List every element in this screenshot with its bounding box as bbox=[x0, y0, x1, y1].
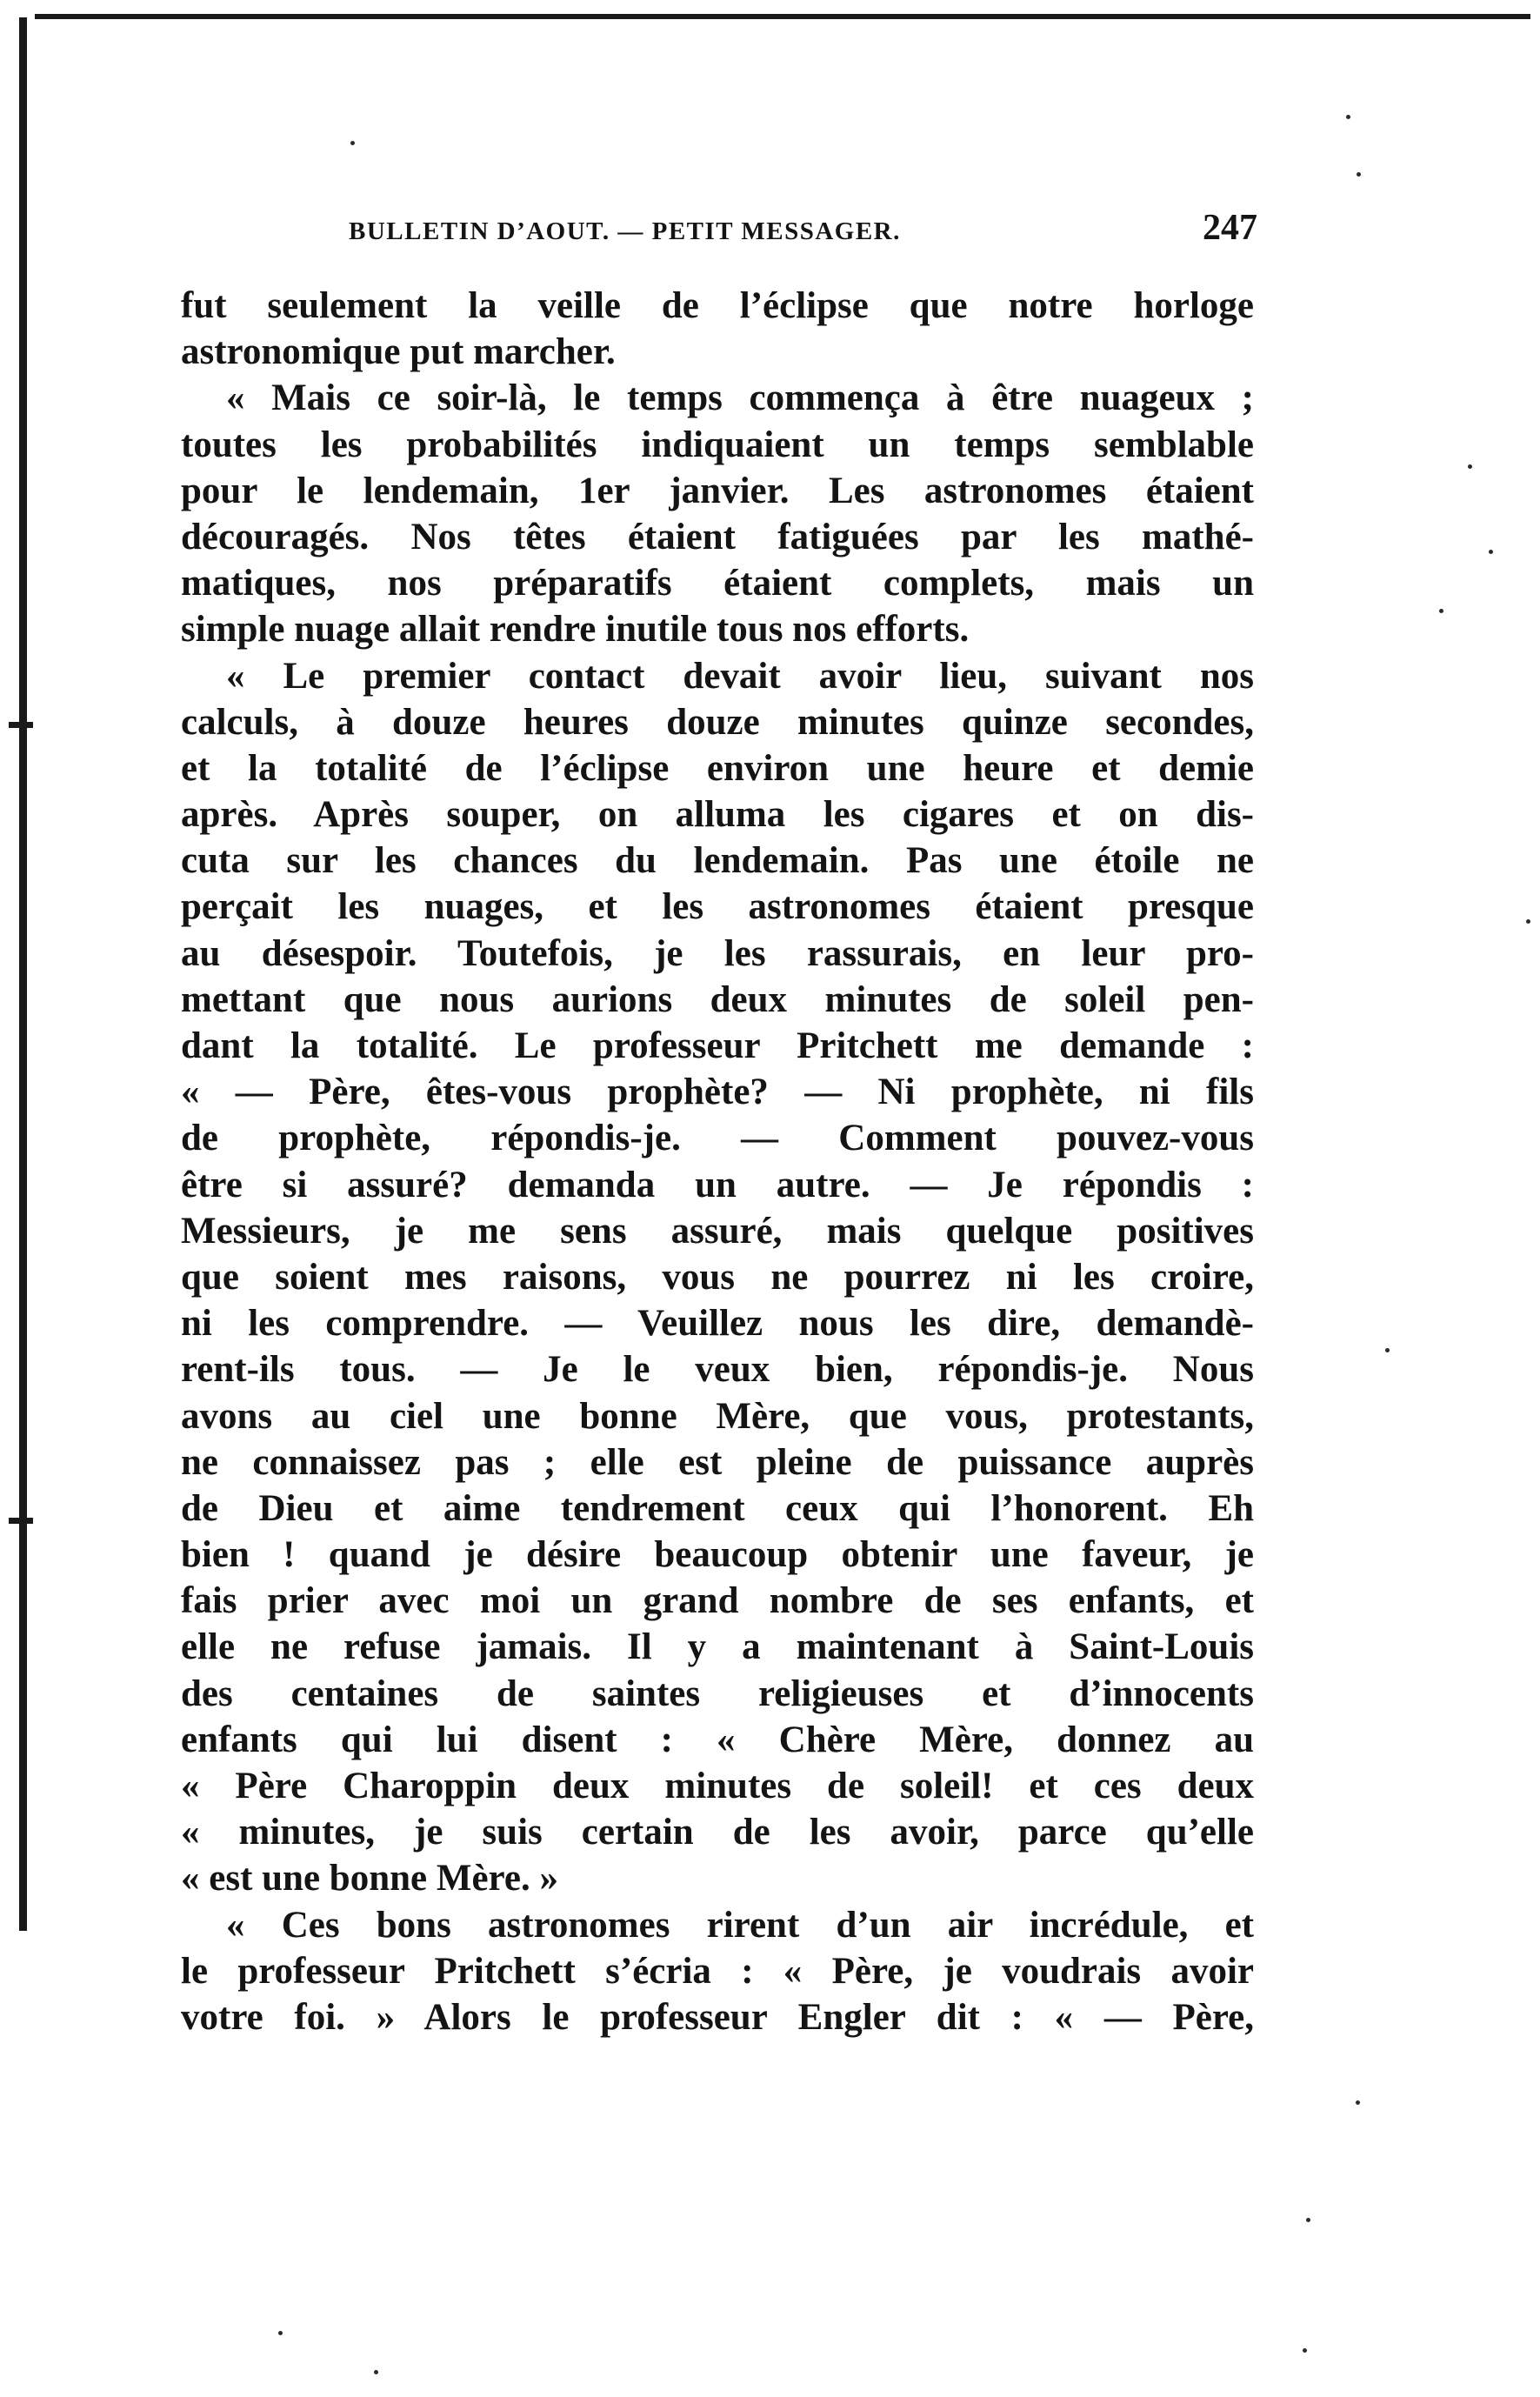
scan-speck bbox=[1385, 1348, 1390, 1352]
text-line: « Père Charoppin deux minutes de soleil! et ces deux bbox=[181, 1766, 1254, 1806]
text-line: « Ces bons astronomes rirent d’un air incrédule, et bbox=[226, 1904, 1254, 1946]
text-line: fut seulement la veille de l’éclipse que notre horloge bbox=[181, 285, 1254, 326]
scan-gutter-edge bbox=[19, 17, 27, 1931]
text-line: enfants qui lui disent : « Chère Mère, donnez au bbox=[181, 1719, 1254, 1760]
text-line: et la totalité de l’éclipse environ une heure et demie bbox=[181, 747, 1254, 789]
text-line: calculs, à douze heures douze minutes quinze secondes, bbox=[181, 701, 1254, 743]
running-title: BULLETIN D’AOUT. — PETIT MESSAGER. bbox=[349, 217, 901, 245]
text-line: rent-ils tous. — Je le veux bien, répondis-je. Nous bbox=[181, 1349, 1254, 1391]
scan-speck bbox=[1526, 919, 1530, 924]
scan-speck bbox=[1468, 464, 1472, 469]
scan-top-edge bbox=[35, 14, 1530, 19]
text-line: au désespoir. Toutefois, je les rassurais, en leur pro- bbox=[181, 932, 1254, 974]
page-number: 247 bbox=[1203, 208, 1257, 248]
text-line: elle ne refuse jamais. Il y a maintenant à Saint-Louis bbox=[181, 1626, 1254, 1668]
text-line: votre foi. » Alors le professeur Engler dit : « — Père, bbox=[181, 1996, 1254, 2038]
scan-speck bbox=[374, 2370, 378, 2374]
text-line: « — Père, êtes-vous prophète? — Ni prophète, ni fils bbox=[181, 1072, 1254, 1113]
scan-speck bbox=[1357, 172, 1361, 177]
text-line: de prophète, répondis-je. — Comment pouvez-vous bbox=[181, 1118, 1254, 1159]
text-line: ne connaissez pas ; elle est pleine de puissance auprès bbox=[181, 1441, 1254, 1483]
text-line: « est une bonne Mère. » bbox=[181, 1858, 558, 1900]
text-line: être si assuré? demanda un autre. — Je répondis : bbox=[181, 1164, 1254, 1205]
text-line: ni les comprendre. — Veuillez nous les dire, demandè- bbox=[181, 1303, 1254, 1345]
text-line: que soient mes raisons, vous ne pourrez ni les croire, bbox=[181, 1256, 1254, 1298]
scan-speck bbox=[1439, 609, 1443, 613]
scan-speck bbox=[1356, 2100, 1360, 2105]
scan-speck bbox=[278, 2331, 283, 2335]
text-line: dant la totalité. Le professeur Pritchett me demande : bbox=[181, 1025, 1254, 1066]
text-line: toutes les probabilités indiquaient un temps semblable bbox=[181, 424, 1254, 465]
scan-speck bbox=[1303, 2348, 1307, 2353]
text-line: découragés. Nos têtes étaient fatiguées par les mathé- bbox=[181, 516, 1254, 558]
running-header bbox=[197, 207, 1257, 259]
text-line: de Dieu et aime tendrement ceux qui l’honorent. Eh bbox=[181, 1487, 1254, 1529]
text-line: mettant que nous aurions deux minutes de soleil pen- bbox=[181, 978, 1254, 1020]
text-line: fais prier avec moi un grand nombre de ses enfants, et bbox=[181, 1580, 1254, 1622]
text-line: cuta sur les chances du lendemain. Pas une étoile ne bbox=[181, 840, 1254, 882]
text-line: matiques, nos préparatifs étaient complets, mais un bbox=[181, 563, 1254, 604]
scan-gutter-mark bbox=[9, 1518, 33, 1524]
scan-speck bbox=[1346, 115, 1350, 119]
text-line: « Le premier contact devait avoir lieu, suivant nos bbox=[226, 655, 1254, 697]
text-line: le professeur Pritchett s’écria : « Père, je voudrais avoir bbox=[181, 1950, 1254, 1992]
text-line: « Mais ce soir-là, le temps commença à être nuageux ; bbox=[226, 377, 1254, 419]
scan-speck bbox=[1306, 2218, 1310, 2222]
body-text bbox=[181, 283, 1254, 2040]
text-line: Messieurs, je me sens assuré, mais quelque positives bbox=[181, 1210, 1254, 1252]
scan-gutter-mark bbox=[9, 722, 33, 728]
text-line: pour le lendemain, 1er janvier. Les astronomes étaient bbox=[181, 470, 1254, 511]
scan-speck bbox=[1489, 550, 1493, 554]
text-line: perçait les nuages, et les astronomes étaient presque bbox=[181, 886, 1254, 928]
text-line: « minutes, je suis certain de les avoir, parce qu’elle bbox=[181, 1812, 1254, 1853]
text-line: après. Après souper, on alluma les cigares et on dis- bbox=[181, 794, 1254, 836]
text-line: bien ! quand je désire beaucoup obtenir une faveur, je bbox=[181, 1534, 1254, 1576]
text-line: des centaines de saintes religieuses et d’innocents bbox=[181, 1673, 1254, 1714]
scan-speck bbox=[350, 141, 355, 145]
text-line: astronomique put marcher. bbox=[181, 331, 616, 373]
text-line: avons au ciel une bonne Mère, que vous, protestants, bbox=[181, 1395, 1254, 1437]
text-line: simple nuage allait rendre inutile tous nos efforts. bbox=[181, 609, 970, 651]
